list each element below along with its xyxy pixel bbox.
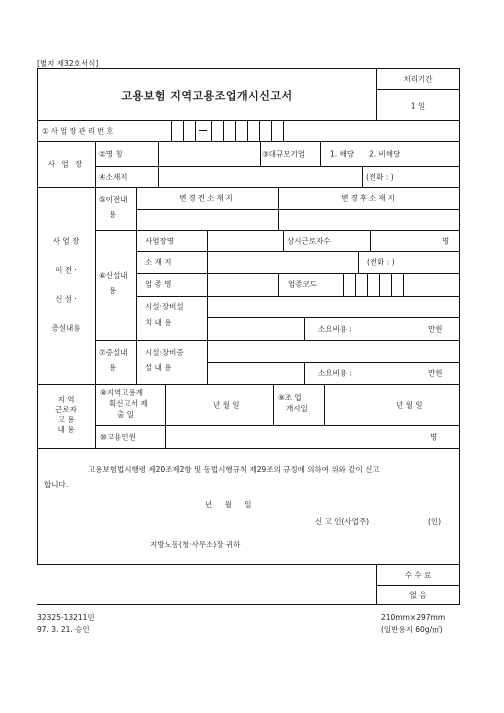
- before-address-header: 변경전소재지: [179, 193, 235, 203]
- relocation-section-label-4: 증설내용: [51, 323, 81, 333]
- move-content-label-1: ⑤이전내: [99, 195, 128, 204]
- after-address-header: 변경후소재지: [341, 193, 397, 203]
- form-code: 32325-13211민: [37, 613, 95, 622]
- relocation-section-label-1: 사 업 장: [52, 236, 80, 246]
- business-name-label: ②명 칭: [99, 149, 123, 159]
- regional-label-4: 내 용: [57, 425, 75, 434]
- regional-label-1: 지 역: [57, 395, 75, 404]
- business-address-field[interactable]: [159, 167, 361, 186]
- new-content-label-1: ⑥신설내: [99, 271, 128, 280]
- expand-facility-label-2: 설 내 용: [145, 363, 172, 372]
- new-business-name-label: 사업장명: [145, 236, 174, 246]
- paper-size: 210mm×297mm: [381, 613, 446, 622]
- new-cost-label: 소요비용 :: [318, 324, 352, 334]
- business-name-field[interactable]: [159, 142, 259, 165]
- reporter-label: 신 고 인(사업주): [315, 517, 370, 526]
- move-content-label-2: 용: [109, 210, 117, 219]
- new-facility-field[interactable]: [208, 297, 459, 316]
- new-workers-unit: 명: [442, 236, 450, 246]
- expand-content-label-1: ⑦증설내: [99, 348, 128, 357]
- new-industry-field[interactable]: [208, 274, 277, 295]
- hire-count-label: ⑩고용인원: [100, 432, 136, 442]
- regional-label-2: 근로자: [55, 405, 77, 414]
- expand-facility-label-1: 시설·장비증: [145, 348, 184, 357]
- business-phone[interactable]: (전화 : ): [366, 172, 394, 182]
- new-workers-label: 상시근로자수: [287, 236, 331, 246]
- new-address-field[interactable]: [208, 252, 357, 272]
- processing-period-value: 1 일: [410, 101, 426, 111]
- new-industry-label: 업 종 명: [145, 279, 172, 289]
- new-business-name-field[interactable]: [208, 231, 282, 250]
- declaration-text-line-1: 고용보험법시행령 제20조제2항 및 동법시행규칙 제29조의 규정에 의하여 위와 같이 신고: [88, 465, 380, 474]
- hire-count-unit: 명: [430, 432, 438, 442]
- new-phone[interactable]: (전화 : ): [367, 257, 395, 267]
- declaration-text-line-2: 합니다.: [44, 480, 69, 489]
- new-cost-unit: 만원: [428, 324, 443, 334]
- new-facility-label-2: 치 내 용: [145, 318, 172, 327]
- large-company-option-yes[interactable]: 1. 해당: [330, 149, 355, 159]
- relocation-section-label-3: 신 설 ·: [55, 294, 77, 304]
- plan-submit-label-1: ⑧지역고용계: [100, 388, 143, 397]
- new-industry-code-label: 업종코드: [288, 279, 317, 289]
- after-address-field[interactable]: [279, 210, 459, 229]
- declaration-date[interactable]: 년 월 일: [205, 500, 252, 509]
- plan-submit-label-3: 출 일: [117, 410, 134, 419]
- form-title: 고용보험 지역고용조업개시신고서: [121, 89, 293, 103]
- regional-label-3: 고 용: [57, 415, 75, 424]
- large-company-label: ③대규모기업: [262, 149, 305, 159]
- start-date-label-1: ⑨조 업: [278, 393, 302, 402]
- business-id-label: ①사업장관리번호: [42, 126, 116, 136]
- plan-submit-date[interactable]: 년 월 일: [213, 400, 240, 410]
- business-id-field[interactable]: [172, 121, 459, 141]
- start-date-value[interactable]: 년 월 일: [396, 400, 423, 410]
- fee-label: 수 수 료: [404, 570, 432, 580]
- seal-mark: (인): [428, 517, 442, 526]
- new-content-label-2: 용: [109, 286, 117, 295]
- recipient-label: 지방노동(청·사무소)장 귀하: [150, 540, 241, 549]
- processing-period-label: 처리기간: [403, 74, 433, 84]
- relocation-section-label-2: 이 전 ·: [55, 265, 77, 275]
- plan-submit-label-2: 획신고서 제: [109, 399, 148, 408]
- large-company-option-no[interactable]: 2. 비해당: [369, 149, 401, 159]
- expand-cost-unit: 만원: [428, 368, 443, 378]
- start-date-label-2: 개시일: [286, 404, 308, 413]
- expand-content-label-2: 용: [109, 363, 117, 372]
- form-number-label: [별지 제32호서식]: [37, 59, 99, 68]
- new-facility-label-1: 시설·장비설: [145, 302, 184, 311]
- before-address-field[interactable]: [137, 210, 277, 229]
- business-address-label: ④소재지: [99, 172, 128, 182]
- business-section-label: 사 업 장: [47, 159, 85, 169]
- expand-facility-field[interactable]: [208, 341, 459, 361]
- fee-value: 없 음: [409, 590, 427, 600]
- hire-count-field[interactable]: [166, 426, 426, 447]
- paper-weight: (일반용지 60g/㎡): [381, 625, 443, 634]
- approval-date: 97. 3. 21. 승인: [37, 625, 90, 634]
- new-address-label: 소 재 지: [145, 257, 172, 267]
- expand-cost-label: 소요비용 :: [318, 368, 352, 378]
